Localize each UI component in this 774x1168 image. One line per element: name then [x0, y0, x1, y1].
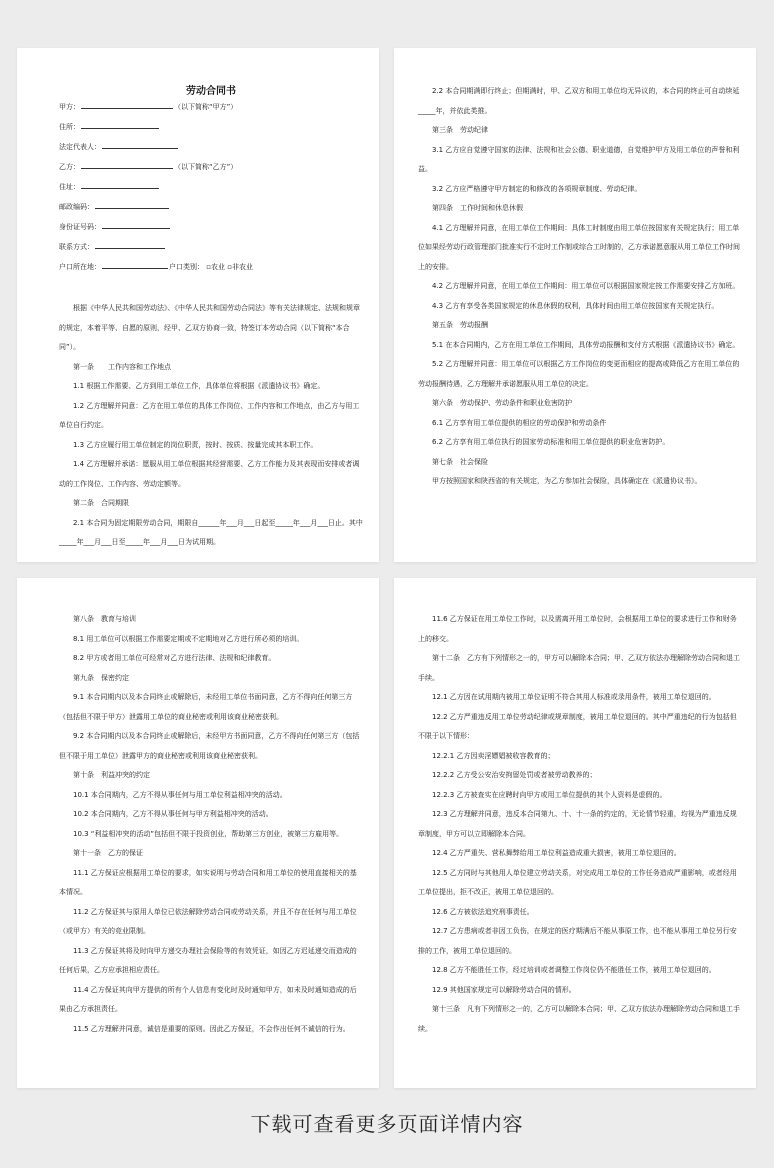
fill-in-blank — [81, 181, 159, 189]
contract-body — [418, 610, 742, 1039]
contract-body — [59, 610, 363, 1039]
fill-in-blank — [81, 121, 159, 129]
contract-paragraph: 第五条 劳动报酬 — [432, 321, 488, 329]
contract-paragraph: 1.4 乙方理解并承诺：愿服从用工单位根据其经营需要、乙方工作能力及其表现而安排或者调动的工作岗位、工作内容、劳动定额等。 — [59, 460, 360, 488]
field-label: 邮政编码： — [59, 203, 94, 211]
contract-paragraph: 12.6 乙方被依法追究刑事责任。 — [432, 907, 534, 916]
fill-in-blank — [81, 161, 173, 169]
contract-paragraph: 10.2 本合同期内，乙方不得从事任何与甲方利益相冲突的活动。 — [73, 810, 273, 818]
contract-paragraph: 9.1 本合同期内以及本合同终止或解除后，未经用工单位书面同意，乙方不得向任何第三方（包括但不限于甲方）泄露用工单位的商业秘密或利用该商业秘密获利。 — [59, 693, 353, 721]
contract-paragraph: 12.3 乙方理解并同意，违反本合同第九、十、十一条的约定的，无论情节轻重，均视为严重违反规章制度，甲方可以立即解除本合同。 — [418, 810, 737, 838]
contract-paragraph: 第二条 合同期限 — [73, 499, 129, 507]
contract-paragraph: 11.4 乙方保证其向甲方提供的所有个人信息有变化时及时通知甲方，如未及时通知造成的后果由乙方承担责任。 — [59, 985, 357, 1013]
contract-paragraph: 12.5 乙方同时与其他用人单位建立劳动关系，对完成用工单位的工作任务造成严重影响，或者经用工单位提出，拒不改正，被用工单位退回的。 — [418, 868, 737, 896]
contract-page-4 — [394, 578, 756, 1088]
field-label: 联系方式： — [59, 243, 94, 251]
contract-paragraph: 1.3 乙方应履行用工单位制定的岗位职责，按时、按质、按量完成其本职工作。 — [73, 440, 318, 449]
download-prompt: 下载可查看更多页面详情内容 — [250, 1112, 524, 1136]
contract-body — [418, 82, 742, 492]
field-label: 住址： — [59, 183, 80, 191]
contract-paragraph: 11.1 乙方保证应根据用工单位的要求，如实说明与劳动合同和用工单位的使用直接相关的基本情况。 — [59, 868, 357, 896]
field-label: 身份证号码： — [59, 223, 101, 231]
contract-paragraph: 8.2 甲方或者用工单位可经常对乙方进行法律、法规和纪律教育。 — [73, 654, 276, 662]
contract-paragraph: 第十二条 乙方有下列情形之一的，甲方可以解除本合同；甲、乙双方依法办理解除劳动合同和退工手续。 — [418, 654, 740, 682]
contract-paragraph: 根据《中华人民共和国劳动法》、《中华人民共和国劳动合同法》等有关法律规定、法规和规章的规定，本着平等、自愿的原则，经甲、乙双方协商一致，特签订本劳动合同（以下简称“本合同”）。 — [59, 304, 360, 351]
contract-paragraph: 5.2 乙方理解并同意：用工单位可以根据乙方工作岗位的变更而相应的提高或降低乙方在用工单位的劳动报酬待遇，乙方理解并承诺愿服从用工单位的决定。 — [418, 360, 740, 388]
contract-paragraph: 1.1 根据工作需要、乙方到用工单位工作，具体单位将根据《派遣协议书》确定。 — [73, 382, 325, 390]
contract-paragraph: 9.2 本合同期内以及本合同终止或解除后，未经甲方书面同意，乙方不得向任何第三方（包括但不限于用工单位）泄露甲方的商业秘密或利用该商业秘密获利。 — [59, 732, 360, 760]
fill-in-blank — [81, 101, 173, 109]
party-field — [59, 101, 363, 112]
contract-paragraph: 第四条 工作时间和休息休假 — [432, 204, 523, 212]
fill-in-blank — [102, 261, 168, 269]
party-field — [59, 261, 363, 272]
fill-in-blank — [102, 141, 178, 149]
contract-paragraph: 1.2 乙方理解并同意：乙方在用工单位的具体工作岗位、工作内容和工作地点，由乙方与用工单位自行约定。 — [59, 401, 360, 429]
contract-paragraph: 第八条 教育与培训 — [73, 615, 136, 623]
contract-paragraph: 3.1 乙方应自觉遵守国家的法律、法规和社会公德、职业道德，自觉维护甲方及用工单位的声誉和利益。 — [418, 145, 740, 173]
contract-paragraph: 11.3 乙方保证其将及时向甲方递交办理社会保险等的有效凭证，如因乙方迟延递交而造成的任何后果，乙方应承担相应责任。 — [59, 946, 357, 974]
contract-page-3 — [17, 578, 379, 1088]
fill-in-blank — [95, 201, 169, 209]
contract-paragraph: 12.1 乙方因在试用期内被用工单位证明不符合其用人标准或录用条件，被用工单位退回的。 — [432, 693, 716, 701]
contract-paragraph: 12.2.2 乙方受公安治安拘留处罚或者被劳动教养的； — [432, 771, 597, 779]
contract-paragraph: 11.2 乙方保证其与原用人单位已依法解除劳动合同或劳动关系，并且不存在任何与用工单位（或甲方）有关的竞业限制。 — [59, 907, 357, 935]
contract-body — [59, 299, 363, 553]
party-field — [59, 181, 363, 192]
fill-in-blank — [102, 221, 170, 229]
contract-paragraph: 8.1 用工单位可以根据工作需要定期或不定期地对乙方进行所必须的培训。 — [73, 634, 304, 643]
field-label: 住所： — [59, 123, 80, 131]
contract-paragraph: 11.5 乙方理解并同意，诚信是重要的原则。因此乙方保证，不会作出任何不诚信的行为。 — [73, 1024, 350, 1033]
contract-paragraph: 10.1 本合同期内，乙方不得从事任何与用工单位利益相冲突的活动。 — [73, 790, 287, 799]
contract-paragraph: 第七条 社会保险 — [432, 457, 488, 466]
contract-paragraph: 12.8 乙方不能胜任工作，经过培训或者调整工作岗位仍不能胜任工作，被用工单位退回的。 — [432, 966, 716, 974]
contract-paragraph: 12.4 乙方严重失、营私舞弊给用工单位利益造成重大损害，被用工单位退回的。 — [432, 849, 681, 857]
fill-in-blank — [95, 241, 165, 249]
document-title: 劳动合同书 — [186, 86, 236, 97]
contract-paragraph: 第十一条 乙方的保证 — [73, 849, 143, 857]
contract-page-1 — [17, 48, 379, 562]
spacer — [59, 281, 363, 299]
field-suffix: 户口类别： ▫农业 ▫非农业 — [169, 263, 253, 271]
party-field — [59, 221, 363, 232]
contract-paragraph: 第一条 工作内容和工作地点 — [73, 362, 171, 371]
field-label: 乙方： — [59, 163, 80, 171]
contract-paragraph: 12.9 其他国家规定可以解除劳动合同的情形。 — [432, 985, 576, 994]
contract-paragraph: 第十条 利益冲突的约定 — [73, 771, 150, 779]
party-field — [59, 241, 363, 252]
field-label: 甲方： — [59, 103, 80, 111]
contract-paragraph: 3.2 乙方应严格遵守甲方制定的和修改的各项规章制度、劳动纪律。 — [432, 184, 642, 193]
party-info-fields — [59, 101, 363, 272]
contract-paragraph: 甲方按照国家和陕西省的有关规定，为乙方参加社会保险，具体确定在《派遣协议书》。 — [432, 477, 702, 485]
contract-page-2 — [394, 48, 756, 562]
contract-paragraph: 2.1 本合同为固定期限劳动合同，期限自______年___月___日起至_____年___月___日止。其中_____年___月___日至_____年___月___日为试用期。 — [59, 518, 363, 546]
party-field — [59, 141, 363, 152]
contract-paragraph: 11.6 乙方保证在用工单位工作时，以及需离开用工单位时，会根据用工单位的要求进行工作和财务上的移交。 — [418, 615, 737, 643]
contract-paragraph: 4.3 乙方有享受各类国家规定的休息休假的权利，具体时间由用工单位按国家有关规定执行。 — [432, 301, 719, 310]
contract-paragraph: 5.1 在本合同期内，乙方在用工单位工作期间，具体劳动报酬和支付方式根据《派遣协议书》确定。 — [432, 340, 740, 349]
contract-paragraph: 第三条 劳动纪律 — [432, 126, 488, 134]
field-label: 法定代表人： — [59, 143, 101, 151]
contract-paragraph: 第六条 劳动保护、劳动条件和职业危害防护 — [432, 399, 572, 407]
contract-paragraph: 2.2 本合同期满即行终止；但期满时，甲、乙双方和用工单位均无异议的，本合同的终止可自动续延_____年，并依此类推。 — [418, 87, 740, 115]
contract-paragraph: 第十三条 凡有下列情形之一的，乙方可以解除本合同；甲、乙双方依法办理解除劳动合同和退工手续。 — [418, 1005, 740, 1033]
contract-paragraph: 12.2.3 乙方被查实在应聘时向甲方或用工单位提供的其个人资料是虚假的。 — [432, 790, 667, 799]
contract-paragraph: 第九条 保密约定 — [73, 673, 129, 682]
contract-paragraph: 6.1 乙方享有用工单位提供的相应的劳动保护和劳动条件 — [432, 418, 607, 427]
party-field — [59, 161, 363, 172]
contract-paragraph: 4.2 乙方理解并同意，在用工单位工作期间：用工单位可以根据国家规定按工作需要安排乙方加班。 — [432, 282, 740, 290]
field-suffix: （以下简称“甲方”） — [174, 103, 238, 111]
contract-paragraph: 12.2 乙方严重违反用工单位劳动纪律或规章制度，被用工单位退回的。其中严重违纪的行为包括但不限于以下情形： — [418, 712, 737, 740]
party-field — [59, 201, 363, 212]
field-suffix: （以下简称“乙方”） — [174, 163, 238, 171]
contract-paragraph: 4.1 乙方理解并同意，在用工单位工作期间：具体工时制度由用工单位按国家有关规定执行；用工单位如果经劳动行政管理部门批准实行不定时工作制或综合工时制的，乙方承诺愿意服从用工单位工作时间上的安排。 — [418, 223, 740, 271]
party-field — [59, 121, 363, 132]
contract-paragraph: 6.2 乙方享有用工单位执行的国家劳动标准和用工单位提供的职业危害防护。 — [432, 438, 670, 446]
field-label: 户口所在地： — [59, 263, 101, 271]
contract-paragraph: 12.7 乙方患病或者非因工负伤，在规定的医疗期满后不能从事原工作，也不能从事用工单位另行安排的工作，被用工单位退回的。 — [418, 927, 737, 955]
contract-paragraph: 10.3 “利益相冲突的活动”包括但不限于投资创业，帮助第三方创业，被第三方雇用等。 — [73, 829, 344, 838]
contract-paragraph: 12.2.1 乙方因卖淫嫖娼被收容教育的； — [432, 751, 555, 760]
